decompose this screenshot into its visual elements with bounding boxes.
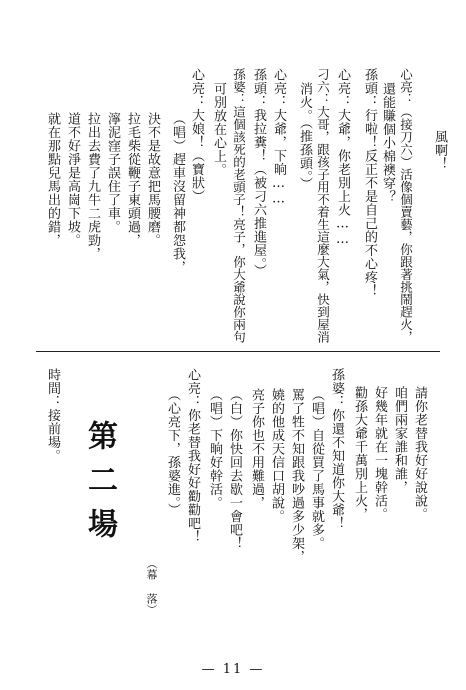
text-column: （唱）自從買了馬事就多。 xyxy=(309,388,324,550)
text-column: 拉出去費了九牛二虎勁， xyxy=(85,112,100,261)
text-column: 請你老替我好好說說。 xyxy=(412,386,427,521)
text-column: 孫頭：行啦！反正不是自己的不心疼！ xyxy=(362,68,377,298)
text-column: 孫婆：這個該死的老頭子！亮子，你大爺說你兩句 xyxy=(231,68,247,343)
text-column: （唱）下晌好幹活。 xyxy=(207,388,222,510)
text-column: 孫婆：你還不知道你大爺！ xyxy=(329,368,344,530)
text-column: 咱們兩家誰和誰， xyxy=(392,386,407,494)
text-column: 決不是故意把馬腰磨。 xyxy=(145,112,160,247)
text-column: 亮子你也不用難過， xyxy=(249,388,264,510)
text-column: 勸孫大爺千萬別上火， xyxy=(352,386,367,521)
text-column: 道不好淨是高崗下坡。 xyxy=(65,112,80,247)
text-column: 可別放在心上。 xyxy=(211,82,226,177)
text-column: 嬈的他成天信口胡說。 xyxy=(269,388,284,523)
text-column: 還能賺個小棉襖穿？ xyxy=(380,82,395,204)
text-column: 拉毛柴從鞭子東頭過， xyxy=(125,112,140,247)
text-column: 心亮：大爺，你老別上火…… xyxy=(335,68,350,248)
section-divider xyxy=(36,351,440,352)
text-column: （心亮下，孫婆進。） xyxy=(165,388,180,517)
scene-title: 第二場 xyxy=(82,420,117,552)
text-column: （唱）趕車沒留神都怨我， xyxy=(170,112,185,274)
text-column: 心亮：大娘！（寶狀） xyxy=(189,68,204,203)
curtain-note: （幕 落） xyxy=(145,558,158,615)
text-column: 風啊！ xyxy=(432,130,447,171)
text-column: 罵了牲不知跟我吵過多少架， xyxy=(289,388,304,564)
text-column: 就在那點兒馬出的錯， xyxy=(45,112,60,247)
text-column: 心亮：（接刀六）活像個賣藝，你跟著挑鬧趕火， xyxy=(398,68,414,343)
text-column: 心亮：你老替我好好勸勸吧！ xyxy=(185,368,200,544)
page-number: — 11 — xyxy=(201,662,265,677)
text-column: 孫頭：我拉糞！（被刁六推進屋。） xyxy=(251,68,266,278)
text-column: 時間：接前場。 xyxy=(45,368,60,463)
text-column: 心亮：大爺，下晌…… xyxy=(271,68,286,207)
text-column: 好幾年就在一塊幹活。 xyxy=(372,386,387,521)
text-column: （白）你快回去歇一會吧！ xyxy=(227,388,242,550)
text-column: 刁六：大哥，跟孩子用不着生這麼大氣，快到屋消 xyxy=(315,68,331,343)
text-column: 消火。（推孫頭。） xyxy=(297,82,312,191)
text-column: 濘泥窪子誤住了車。 xyxy=(105,112,120,234)
